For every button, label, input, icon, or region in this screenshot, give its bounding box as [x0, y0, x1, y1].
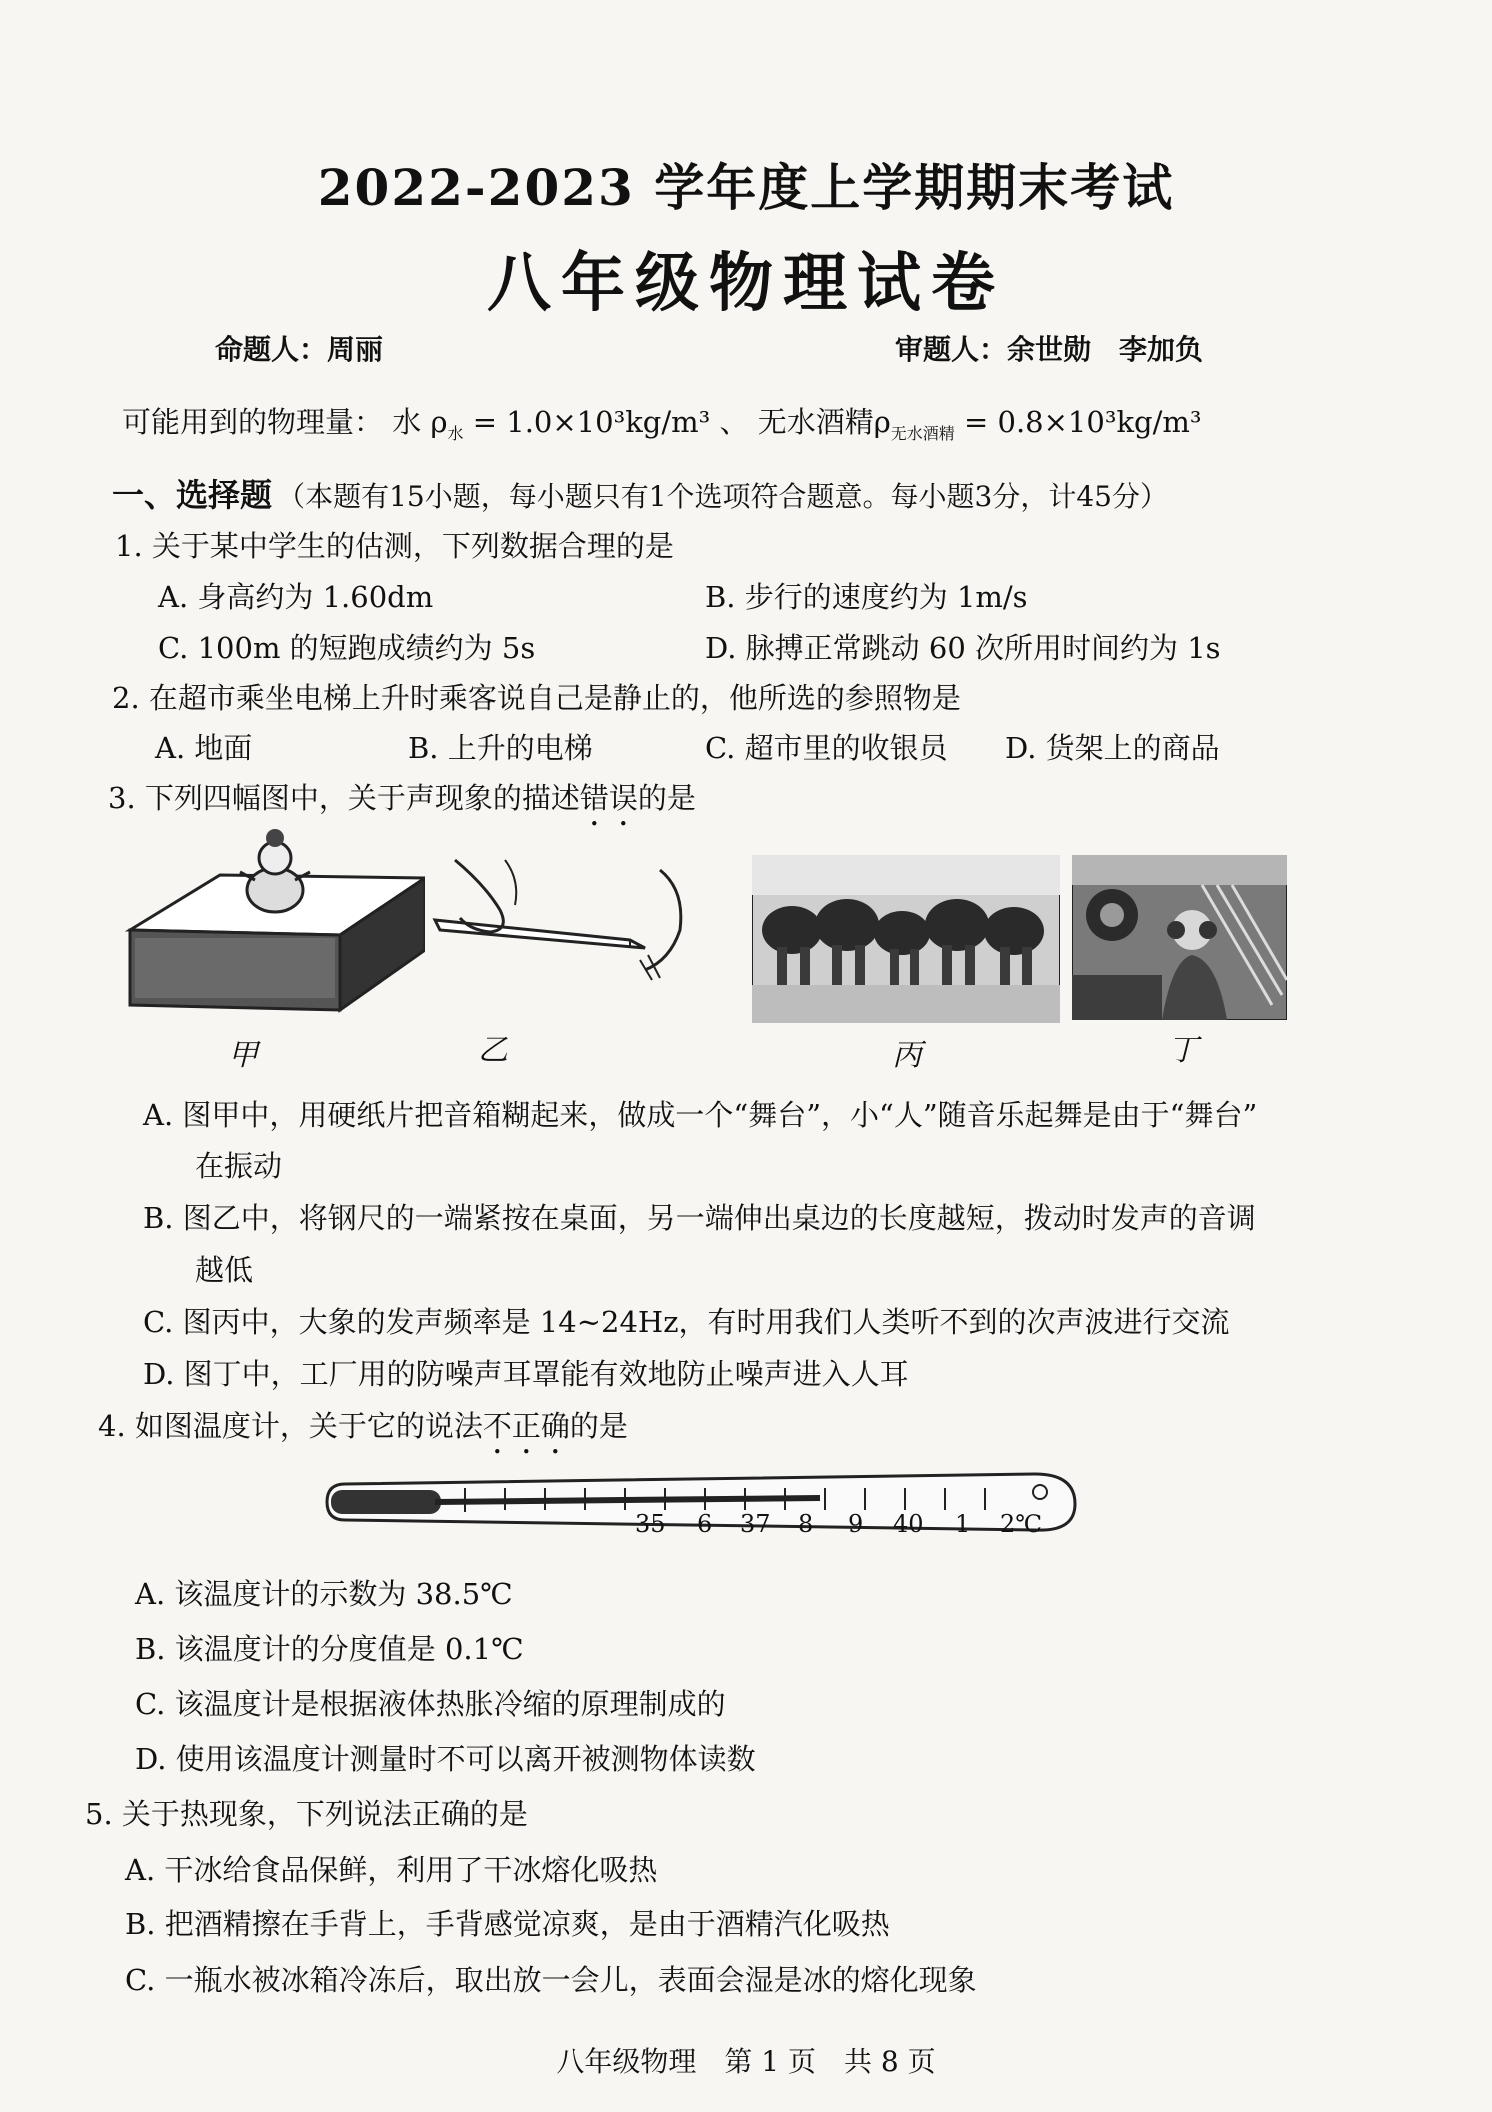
q5-option-b: B. 把酒精擦在手背上，手背感觉凉爽，是由于酒精汽化吸热 [125, 1907, 890, 1941]
q5-option-c: C. 一瓶水被冰箱冷冻后，取出放一会儿，表面会湿是冰的熔化现象 [125, 1963, 977, 1997]
q3-option-a-line2: 在振动 [195, 1149, 283, 1183]
q5-stem: 5. 关于热现象，下列说法正确的是 [85, 1797, 528, 1831]
alcohol-density-label: 无水酒精$\rho_{无水酒精}$ [757, 405, 955, 443]
caption-yi: 乙 [478, 1033, 508, 1068]
q3-option-a-line1: A. 图甲中，用硬纸片把音箱糊起来，做成一个“舞台”，小“人”随音乐起舞是由于“舞台” [143, 1098, 1258, 1132]
figure-yi-ruler [430, 850, 730, 1000]
water-density-label: 水 $\rho_水$ [392, 405, 464, 443]
figure-jia-speaker-box [125, 820, 425, 1020]
q4-option-d: D. 使用该温度计测量时不可以离开被测物体读数 [135, 1742, 756, 1776]
figure-bing-elephants-photo [752, 855, 1060, 1023]
caption-bing: 丙 [892, 1038, 922, 1073]
exam-subtitle: 八年级物理试卷 [487, 246, 1005, 321]
section-note: （本题有15小题，每小题只有1个选项符合题意。每小题3分，计45分） [277, 480, 1168, 513]
q2-option-b: B. 上升的电梯 [408, 731, 593, 765]
q1-option-b: B. 步行的速度约为 1m/s [705, 580, 1028, 614]
q3-stem: 3. 下列四幅图中，关于声现象的描述错误的是 [108, 781, 696, 815]
q2-stem: 2. 在超市乘坐电梯上升时乘客说自己是静止的，他所选的参照物是 [112, 681, 961, 715]
q4-option-c: C. 该温度计是根据液体热胀冷缩的原理制成的 [135, 1687, 726, 1721]
q2-option-d: D. 货架上的商品 [1005, 731, 1220, 765]
section-heading [112, 470, 1168, 516]
caption-jia: 甲 [228, 1038, 258, 1073]
exam-title: 2022-2023 学年度上学期期末考试 [317, 158, 1175, 217]
q3-option-c: C. 图丙中，大象的发声频率是 14~24Hz，有时用我们人类听不到的次声波进行交流 [143, 1305, 1230, 1339]
q3-emphasis: 错误 [579, 781, 638, 815]
author-line: 命题人：周丽 [215, 333, 384, 366]
figure-ding-factory-photo [1072, 855, 1287, 1020]
q3-option-b-line1: B. 图乙中，将钢尺的一端紧按在桌面，另一端伸出桌边的长度越短，拨动时发声的音调 [143, 1201, 1256, 1235]
water-density-value: = 1.0×10³kg/m³ [472, 405, 711, 439]
q1-option-c: C. 100m 的短跑成绩约为 5s [158, 631, 536, 665]
caption-ding: 丁 [1168, 1033, 1198, 1068]
q1-option-a: A. 身高约为 1.60dm [158, 580, 434, 614]
q4-stem: 4. 如图温度计，关于它的说法不正确的是 [98, 1409, 628, 1443]
q3-option-d: D. 图丁中，工厂用的防噪声耳罩能有效地防止噪声进入人耳 [143, 1357, 909, 1391]
page-footer: 八年级物理 第 1 页 共 8 页 [556, 2045, 936, 2078]
reviewer-line: 审题人：余世勋 李加负 [895, 333, 1204, 366]
q2-option-c: C. 超市里的收银员 [705, 731, 948, 765]
q3-option-b-line2: 越低 [195, 1253, 254, 1287]
q1-option-d: D. 脉搏正常跳动 60 次所用时间约为 1s [705, 631, 1221, 665]
q5-option-a: A. 干冰给食品保鲜，利用了干冰熔化吸热 [125, 1853, 658, 1887]
separator: 、 [719, 405, 749, 439]
alcohol-density-value: = 0.8×10³kg/m³ [964, 405, 1202, 439]
q4-option-a: A. 该温度计的示数为 38.5℃ [135, 1577, 513, 1611]
section-title: 一、选择题 [112, 476, 273, 514]
q4-emphasis: 不正确 [482, 1409, 570, 1443]
q1-stem: 1. 关于某中学生的估测，下列数据合理的是 [115, 529, 674, 563]
constants-line [122, 400, 1202, 444]
constants-prefix: 可能用到的物理量： [122, 405, 384, 439]
q4-option-b: B. 该温度计的分度值是 0.1℃ [135, 1632, 524, 1666]
q2-option-a: A. 地面 [155, 731, 253, 765]
